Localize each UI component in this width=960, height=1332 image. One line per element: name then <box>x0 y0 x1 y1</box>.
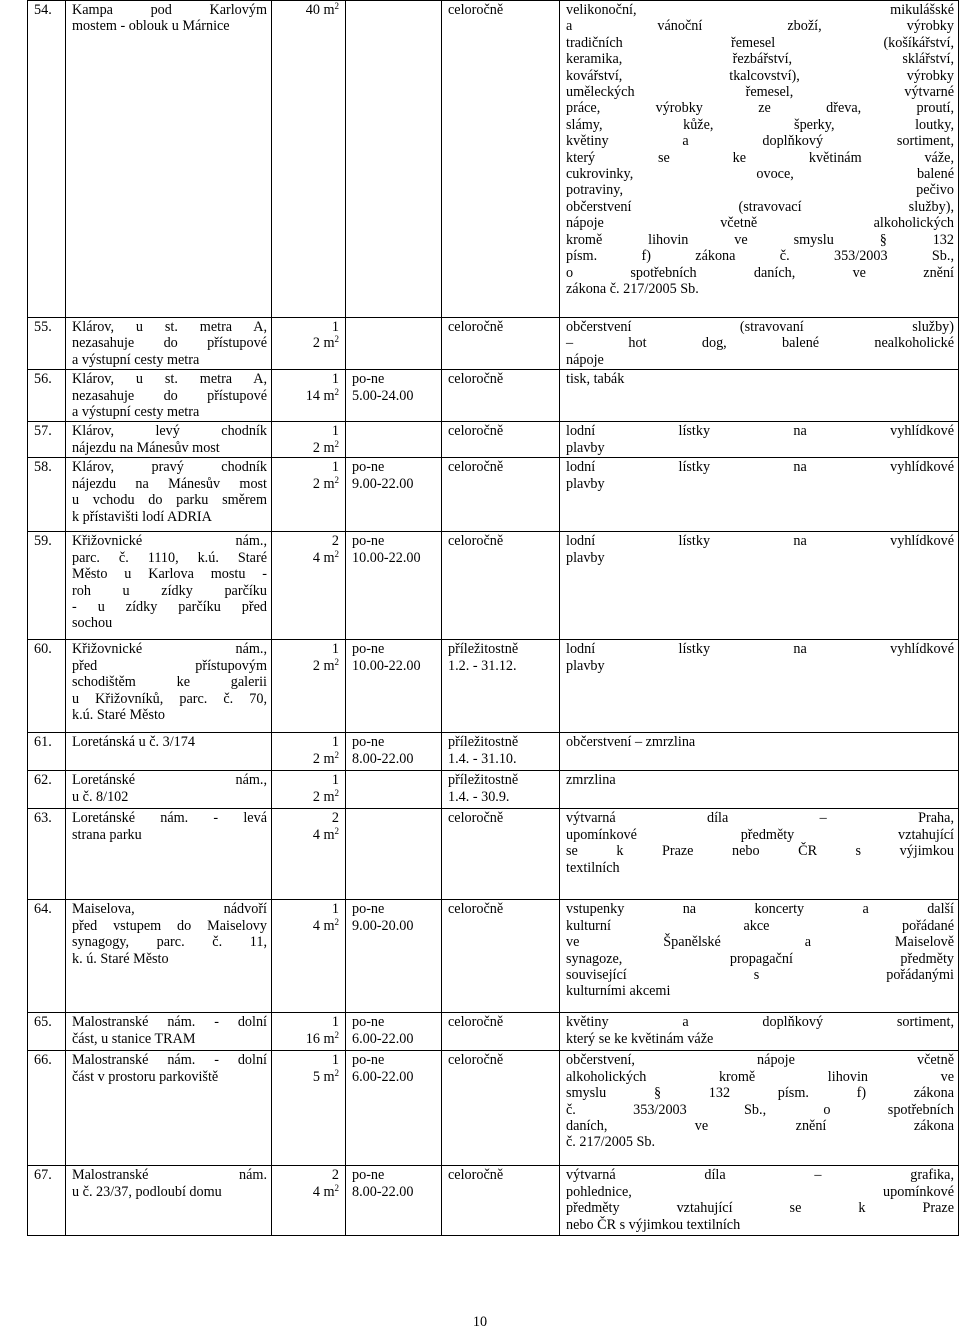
square-superscript: 2 <box>334 1 339 11</box>
goods-line: č. 217/2005 Sb. <box>566 1134 656 1151</box>
period-dates: 1.4. - 30.9. <box>448 788 510 805</box>
goods-line: – hot dog, balené nealkoholické <box>566 335 954 352</box>
location-line: a výstupní cesty metra <box>72 404 200 421</box>
area-size <box>278 827 339 843</box>
period-cell <box>442 370 560 422</box>
hours-range: 9.00-20.00 <box>352 917 414 934</box>
hours-range: 10.00-22.00 <box>352 549 421 566</box>
goods-cell <box>560 900 959 1013</box>
area-size <box>278 550 339 566</box>
location-line: Malostranské nám. - dolní <box>72 1052 267 1069</box>
location-cell <box>66 640 272 733</box>
row-number: 59. <box>28 532 66 640</box>
goods-line: plavby <box>566 439 605 456</box>
square-superscript: 2 <box>334 1182 339 1193</box>
location-cell <box>66 532 272 640</box>
period-type: celoročně <box>448 810 504 827</box>
location-line: a výstupní cesty metra <box>72 351 200 368</box>
stand-count: 1 <box>331 319 339 335</box>
stand-count: 1 <box>331 734 339 751</box>
stand-count: 2 <box>331 1167 339 1184</box>
location-line: Klárov, u st. metra A, <box>72 371 267 388</box>
goods-line: textilních <box>566 859 620 876</box>
goods-cell <box>560 640 959 733</box>
square-superscript: 2 <box>334 787 339 798</box>
goods-line: zákona č. 217/2005 Sb. <box>566 280 699 297</box>
area-size <box>278 476 339 492</box>
period-cell <box>442 422 560 458</box>
area-size-value: 4 m <box>312 917 335 934</box>
period-cell <box>442 458 560 532</box>
period-type: příležitostně <box>448 734 519 751</box>
location-line: nájezdu na Mánesův most <box>72 475 267 492</box>
location-line: schodištěm ke galerii <box>72 674 267 691</box>
goods-line: květiny a doplňkový sortiment, <box>566 133 954 150</box>
area-cell <box>272 809 346 900</box>
location-line: - u zídky parčíku před <box>72 599 267 616</box>
square-superscript: 2 <box>334 474 339 485</box>
days-range: po-ne <box>352 371 385 388</box>
row-number: 63. <box>28 809 66 900</box>
location-line: mostem - oblouk u Márnice <box>72 18 230 35</box>
goods-line: ve Španělské a Maiselově <box>566 934 954 951</box>
location-cell <box>66 370 272 422</box>
location-line: nezasahuje do přístupové <box>72 387 267 404</box>
location-line: Malostranské nám. - dolní <box>72 1014 267 1031</box>
days-cell <box>346 733 442 771</box>
area-cell <box>272 640 346 733</box>
goods-line: cukrovinky, ovoce, balené <box>566 166 954 183</box>
goods-line: velikonoční, mikulášské <box>566 2 954 18</box>
area-size-value: 14 m <box>305 387 335 404</box>
period-type: celoročně <box>448 901 504 918</box>
goods-line: občerstvení (stravovaní služby) <box>566 319 954 335</box>
location-line: u Křižovníků, parc. č. 70, <box>72 690 267 707</box>
location-cell <box>66 900 272 1013</box>
location-line: u č. 8/102 <box>72 788 129 805</box>
goods-line: výtvarná díla – Praha, <box>566 810 954 827</box>
row-number: 61. <box>28 733 66 771</box>
table-row <box>28 1166 959 1236</box>
location-line: Klárov, u st. metra A, <box>72 319 267 335</box>
goods-line: který se ke květinám váže, <box>566 149 954 166</box>
location-line: sochou <box>72 615 113 632</box>
area-size <box>278 1031 339 1047</box>
square-superscript: 2 <box>334 548 339 559</box>
area-cell <box>272 370 346 422</box>
days-range: po-ne <box>352 459 385 476</box>
row-number: 56. <box>28 370 66 422</box>
table-row <box>28 640 959 733</box>
days-range: po-ne <box>352 1052 385 1069</box>
goods-line: práce, výrobky ze dřeva, proutí, <box>566 100 954 117</box>
goods-cell <box>560 809 959 900</box>
goods-cell <box>560 771 959 809</box>
area-size-value: 4 m <box>312 1183 335 1200</box>
location-cell <box>66 1013 272 1051</box>
table-row <box>28 1051 959 1166</box>
period-cell <box>442 1013 560 1051</box>
location-cell <box>66 1051 272 1166</box>
goods-line: vstupenky na koncerty a další <box>566 901 954 918</box>
goods-line: nápoje včetně alkoholických <box>566 215 954 232</box>
area-cell <box>272 1 346 318</box>
goods-line: kulturní akce pořádané <box>566 917 954 934</box>
period-cell <box>442 1 560 318</box>
goods-cell <box>560 1166 959 1236</box>
stand-count: 1 <box>331 641 339 658</box>
row-number: 60. <box>28 640 66 733</box>
days-cell <box>346 422 442 458</box>
days-cell <box>346 1 442 318</box>
table-row <box>28 900 959 1013</box>
location-cell <box>66 771 272 809</box>
goods-line: lodní lístky na vyhlídkové <box>566 459 954 476</box>
goods-cell <box>560 318 959 370</box>
goods-cell <box>560 370 959 422</box>
stand-count: 1 <box>331 901 339 918</box>
goods-line: lodní lístky na vyhlídkové <box>566 641 954 658</box>
stand-count: 1 <box>331 772 339 789</box>
days-cell <box>346 370 442 422</box>
location-line: u vchodu do parku směrem <box>72 492 267 509</box>
location-line: Klárov, levý chodník <box>72 423 267 440</box>
days-cell <box>346 771 442 809</box>
period-cell <box>442 1051 560 1166</box>
row-number: 65. <box>28 1013 66 1051</box>
hours-range: 10.00-22.00 <box>352 657 421 674</box>
area-size <box>278 440 339 456</box>
location-line: u č. 23/37, podloubí domu <box>72 1183 222 1200</box>
goods-line: zmrzlina <box>566 772 616 789</box>
area-size <box>278 918 339 934</box>
hours-range: 6.00-22.00 <box>352 1030 414 1047</box>
goods-line: nebo ČR s výjimkou textilních <box>566 1216 741 1233</box>
goods-line: občerstvení, nápoje včetně <box>566 1052 954 1069</box>
location-line: Město u Karlova mostu - <box>72 566 267 583</box>
goods-cell <box>560 1013 959 1051</box>
area-cell <box>272 1013 346 1051</box>
goods-line: pohlednice, upomínkové <box>566 1183 954 1200</box>
location-line: synagogy, parc. č. 11, <box>72 934 267 951</box>
hours-range: 8.00-22.00 <box>352 1183 414 1200</box>
hours-range: 6.00-22.00 <box>352 1068 414 1085</box>
days-cell <box>346 1013 442 1051</box>
area-size <box>278 658 339 674</box>
goods-line: související s pořádanými <box>566 967 954 984</box>
goods-line: květiny a doplňkový sortiment, <box>566 1014 954 1031</box>
area-cell <box>272 900 346 1013</box>
row-number: 57. <box>28 422 66 458</box>
goods-line: synagoze, propagační předměty <box>566 950 954 967</box>
goods-line: kromě lihovin ve smyslu § 132 <box>566 231 954 248</box>
area-size-value: 2 m <box>312 475 335 492</box>
row-number: 66. <box>28 1051 66 1166</box>
period-type: příležitostně <box>448 772 519 789</box>
area-size <box>278 335 339 351</box>
period-type: celoročně <box>448 319 504 335</box>
goods-line: plavby <box>566 657 605 674</box>
goods-line: se k Praze nebo ČR s výjimkou <box>566 843 954 860</box>
period-type: celoročně <box>448 533 504 550</box>
area-size <box>278 388 339 404</box>
location-line: Kampa pod Karlovým <box>72 2 267 18</box>
days-cell <box>346 318 442 370</box>
area-size-value: 16 m <box>305 1030 335 1047</box>
days-cell <box>346 809 442 900</box>
area-size <box>278 1184 339 1200</box>
goods-line: daních, ve znění zákona <box>566 1118 954 1135</box>
goods-line: a vánoční zboží, výrobky <box>566 18 954 35</box>
table-row <box>28 318 959 370</box>
area-size-value: 2 m <box>312 439 335 456</box>
period-cell <box>442 640 560 733</box>
stand-count: 1 <box>331 459 339 476</box>
area-cell <box>272 458 346 532</box>
days-range: po-ne <box>352 901 385 918</box>
goods-line: kovářství, tkalcovství), výrobky <box>566 67 954 84</box>
goods-cell <box>560 733 959 771</box>
stand-count: 2 <box>331 533 339 550</box>
period-cell <box>442 733 560 771</box>
period-type: celoročně <box>448 1167 504 1184</box>
area-size-value: 5 m <box>312 1068 335 1085</box>
period-type: celoročně <box>448 1052 504 1069</box>
area-size-value: 2 m <box>312 657 335 674</box>
location-cell <box>66 318 272 370</box>
square-superscript: 2 <box>334 1067 339 1078</box>
location-line: Maiselova, nádvoří <box>72 901 267 918</box>
period-cell <box>442 1166 560 1236</box>
row-number: 67. <box>28 1166 66 1236</box>
area-cell <box>272 1051 346 1166</box>
street-vending-table <box>27 0 959 1236</box>
goods-line: č. 353/2003 Sb., o spotřebních <box>566 1101 954 1118</box>
goods-line: slámy, kůže, šperky, loutky, <box>566 116 954 133</box>
period-type: celoročně <box>448 423 504 440</box>
period-type: příležitostně <box>448 641 519 658</box>
location-line: Křižovnické nám., <box>72 533 267 550</box>
goods-cell <box>560 532 959 640</box>
area-size <box>278 751 339 767</box>
row-number: 62. <box>28 771 66 809</box>
table-row <box>28 532 959 640</box>
area-size-value: 40 m <box>305 2 335 18</box>
location-line: parc. č. 1110, k.ú. Staré <box>72 549 267 566</box>
hours-range: 9.00-22.00 <box>352 475 414 492</box>
area-size-value: 4 m <box>312 549 335 566</box>
square-superscript: 2 <box>334 825 339 836</box>
page-number: 10 <box>472 1314 488 1330</box>
area-size-value: 2 m <box>312 335 335 352</box>
days-range: po-ne <box>352 533 385 550</box>
location-line: roh u zídky parčíku <box>72 582 267 599</box>
goods-line: občerstvení (stravovací služby), <box>566 198 954 215</box>
area-size-value: 4 m <box>312 826 335 843</box>
goods-line: nápoje <box>566 351 604 368</box>
goods-line: lodní lístky na vyhlídkové <box>566 423 954 440</box>
period-cell <box>442 900 560 1013</box>
area-size <box>278 1069 339 1085</box>
goods-line: alkoholických kromě lihovin ve <box>566 1068 954 1085</box>
location-cell <box>66 422 272 458</box>
area-cell <box>272 532 346 640</box>
goods-line: keramika, řezbářství, sklářství, <box>566 51 954 68</box>
goods-line: kulturními akcemi <box>566 983 671 1000</box>
days-range: po-ne <box>352 1167 385 1184</box>
table-row <box>28 771 959 809</box>
days-range: po-ne <box>352 641 385 658</box>
area-cell <box>272 771 346 809</box>
stand-count: 2 <box>331 810 339 827</box>
days-cell <box>346 1051 442 1166</box>
goods-line: občerstvení – zmrzlina <box>566 734 696 751</box>
goods-line: potraviny, pečivo <box>566 182 954 199</box>
location-line: Křižovnické nám., <box>72 641 267 658</box>
location-line: strana parku <box>72 826 142 843</box>
goods-line: lodní lístky na vyhlídkové <box>566 533 954 550</box>
goods-line: tisk, tabák <box>566 371 625 388</box>
period-cell <box>442 318 560 370</box>
goods-line: výtvarná díla – grafika, <box>566 1167 954 1184</box>
period-dates: 1.4. - 31.10. <box>448 750 517 767</box>
goods-line: uměleckých řemesel, výtvarné <box>566 84 954 101</box>
square-superscript: 2 <box>334 656 339 667</box>
square-superscript: 2 <box>334 438 339 449</box>
table-row <box>28 370 959 422</box>
goods-line: písm. f) zákona č. 353/2003 Sb., <box>566 248 954 265</box>
period-cell <box>442 809 560 900</box>
goods-cell <box>560 422 959 458</box>
goods-line: předměty vztahující se k Praze <box>566 1200 954 1217</box>
row-number: 64. <box>28 900 66 1013</box>
row-number: 58. <box>28 458 66 532</box>
location-line: Loretánské nám., <box>72 772 267 789</box>
area-size-value: 2 m <box>312 788 335 805</box>
goods-line: plavby <box>566 549 605 566</box>
location-line: k. ú. Staré Město <box>72 950 169 967</box>
days-range: po-ne <box>352 734 385 751</box>
stand-count: 1 <box>331 371 339 388</box>
square-superscript: 2 <box>334 916 339 927</box>
days-cell <box>346 458 442 532</box>
square-superscript: 2 <box>334 334 339 345</box>
square-superscript: 2 <box>334 749 339 760</box>
area-size <box>278 789 339 805</box>
area-size-value: 2 m <box>312 750 335 767</box>
area-cell <box>272 733 346 771</box>
goods-line: upomínkové předměty vztahující <box>566 826 954 843</box>
goods-line: tradičních řemesel (košíkářství, <box>566 34 954 51</box>
days-cell <box>346 640 442 733</box>
table-body <box>28 1 959 1236</box>
hours-range: 5.00-24.00 <box>352 387 414 404</box>
location-line: Loretánské nám. - levá <box>72 810 267 827</box>
location-line: před vstupem do Maiselovy <box>72 917 267 934</box>
area-cell <box>272 1166 346 1236</box>
goods-line: smyslu § 132 písm. f) zákona <box>566 1085 954 1102</box>
hours-range: 8.00-22.00 <box>352 750 414 767</box>
row-number: 54. <box>28 1 66 318</box>
table-row <box>28 422 959 458</box>
area-cell <box>272 318 346 370</box>
table-row <box>28 458 959 532</box>
goods-cell <box>560 1051 959 1166</box>
period-cell <box>442 532 560 640</box>
location-line: před přístupovým <box>72 657 267 674</box>
period-type: celoročně <box>448 371 504 388</box>
square-superscript: 2 <box>334 1029 339 1040</box>
location-line: nájezdu na Mánesův most <box>72 439 220 456</box>
stand-count: 1 <box>331 1052 339 1069</box>
location-line: Malostranské nám. <box>72 1167 267 1184</box>
table-row <box>28 1 959 318</box>
goods-line: o spotřebních daních, ve znění <box>566 264 954 281</box>
square-superscript: 2 <box>334 386 339 397</box>
row-number: 55. <box>28 318 66 370</box>
days-cell <box>346 532 442 640</box>
location-line: část v prostoru parkoviště <box>72 1068 219 1085</box>
location-line: k.ú. Staré Město <box>72 707 165 724</box>
goods-cell <box>560 1 959 318</box>
location-cell <box>66 458 272 532</box>
area-size <box>278 2 339 18</box>
period-type: celoročně <box>448 2 504 18</box>
location-line: k přístavišti lodí ADRIA <box>72 508 212 525</box>
stand-count: 1 <box>331 1014 339 1031</box>
days-range: po-ne <box>352 1014 385 1031</box>
table-row <box>28 809 959 900</box>
goods-cell <box>560 458 959 532</box>
table-row <box>28 1013 959 1051</box>
location-cell <box>66 1 272 318</box>
location-cell <box>66 809 272 900</box>
days-cell <box>346 1166 442 1236</box>
period-type: celoročně <box>448 459 504 476</box>
table-row <box>28 733 959 771</box>
days-cell <box>346 900 442 1013</box>
period-type: celoročně <box>448 1014 504 1031</box>
goods-line: plavby <box>566 475 605 492</box>
location-cell <box>66 733 272 771</box>
goods-line: který se ke květinám váže <box>566 1030 714 1047</box>
stand-count: 1 <box>331 423 339 440</box>
location-line: Loretánská u č. 3/174 <box>72 734 195 751</box>
location-cell <box>66 1166 272 1236</box>
area-cell <box>272 422 346 458</box>
location-line: Klárov, pravý chodník <box>72 459 267 476</box>
location-line: nezasahuje do přístupové <box>72 335 267 352</box>
location-line: část, u stanice TRAM <box>72 1030 196 1047</box>
period-cell <box>442 771 560 809</box>
period-dates: 1.2. - 31.12. <box>448 657 517 674</box>
